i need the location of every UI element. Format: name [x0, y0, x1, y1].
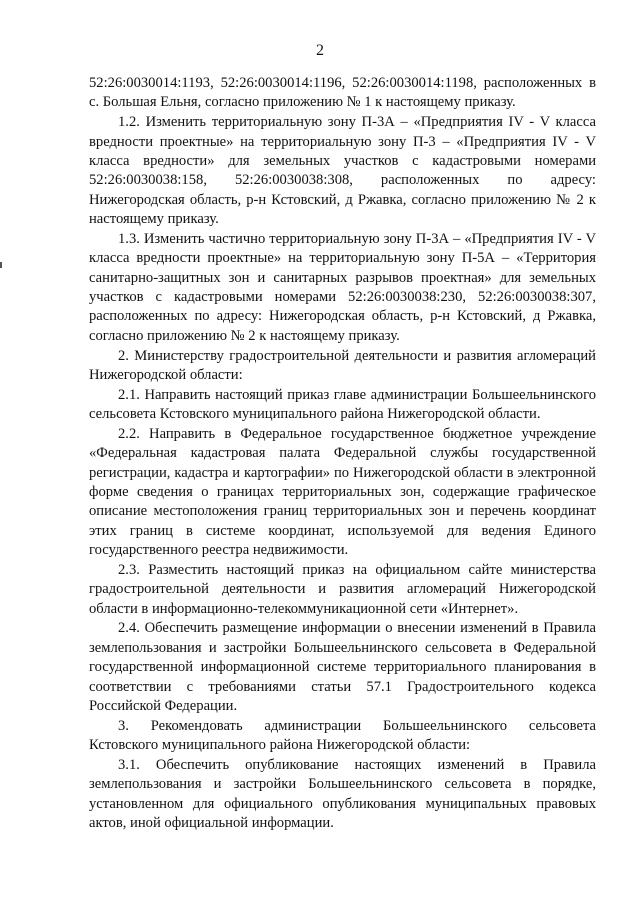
paragraph-2-3: 2.3. Разместить настоящий приказ на официальном сайте министерства градостроительной деятельности и развития агломераций Нижегородской области в информационно-телекоммуникационной сети «Интернет». [89, 561, 596, 617]
page-number: 2 [316, 42, 324, 59]
paragraph-continuation: 52:26:0030014:1193, 52:26:0030014:1196, 52:26:0030014:1198, расположенных в с. Большая Ельня, согласно приложению № 1 к настоящему приказу. [89, 75, 596, 111]
document-body [89, 74, 596, 834]
paragraph-3: 3. Рекомендовать администрации Большеельнинского сельсовета Кстовского муниципального района Нижегородской области: [89, 717, 596, 754]
paragraph-2-4: 2.4. Обеспечить размещение информации о внесении изменений в Правила землепользования и застройки Большеельнинского сельсовета в Федеральной государственной информационной системе территориального планирования в соответствии с требованиями статьи 57.1 Градостроительного кодекса Российской Федерации. [89, 620, 596, 715]
paragraph-2-1: 2.1. Направить настоящий приказ главе администрации Большеельнинского сельсовета Кстовского муниципального района Нижегородской области. [89, 386, 596, 423]
paragraph-1-3: 1.3. Изменить частично территориальную зону П-3А – «Предприятия IV - V класса вредности проектные» на территориальную зону П-5А – «Территория санитарно-защитных зон и санитарных разрывов проектная» для земельных участков с кадастровыми номерами 52:26:0030038:230, 52:26:0030038:307, расположенных по адресу: Нижегородская область, р-н Кстовский, д Ржавка, согласно приложению № 2 к настоящему приказу. [89, 230, 596, 344]
paragraph-1-2: 1.2. Изменить территориальную зону П-3А – «Предприятия IV - V класса вредности проектные» на территориальную зону П-3 – «Предприятия IV - V класса вредности» для земельных участков с кадастровыми номерами 52:26:0030038:158, 52:26:0030038:308, расположенных по адресу: Нижегородская область, р-н Кстовский, д Ржавка, согласно приложению № 2 к настоящему приказу. [89, 114, 596, 228]
scan-margin-mark [0, 262, 2, 268]
paragraph-2: 2. Министерству градостроительной деятельности и развития агломераций Нижегородской области: [89, 347, 596, 383]
paragraph-2-2: 2.2. Направить в Федеральное государственное бюджетное учреждение «Федеральная кадастровая палата Федеральной службы государственной регистрации, кадастра и картографии» по Нижегородской области в электронной форме сведения о границах территориальных зон, содержащие графическое описание местоположения границ территориальных зон и перечень координат этих границ в системе координат, используемой для ведения Единого государственного реестра недвижимости. [89, 425, 596, 559]
paragraph-3-1: 3.1. Обеспечить опубликование настоящих изменений в Правила землепользования и застройки Большеельнинского сельсовета в порядке, установленном для официального опубликования муниципальных правовых актов, иной официальной информации. [89, 756, 596, 832]
